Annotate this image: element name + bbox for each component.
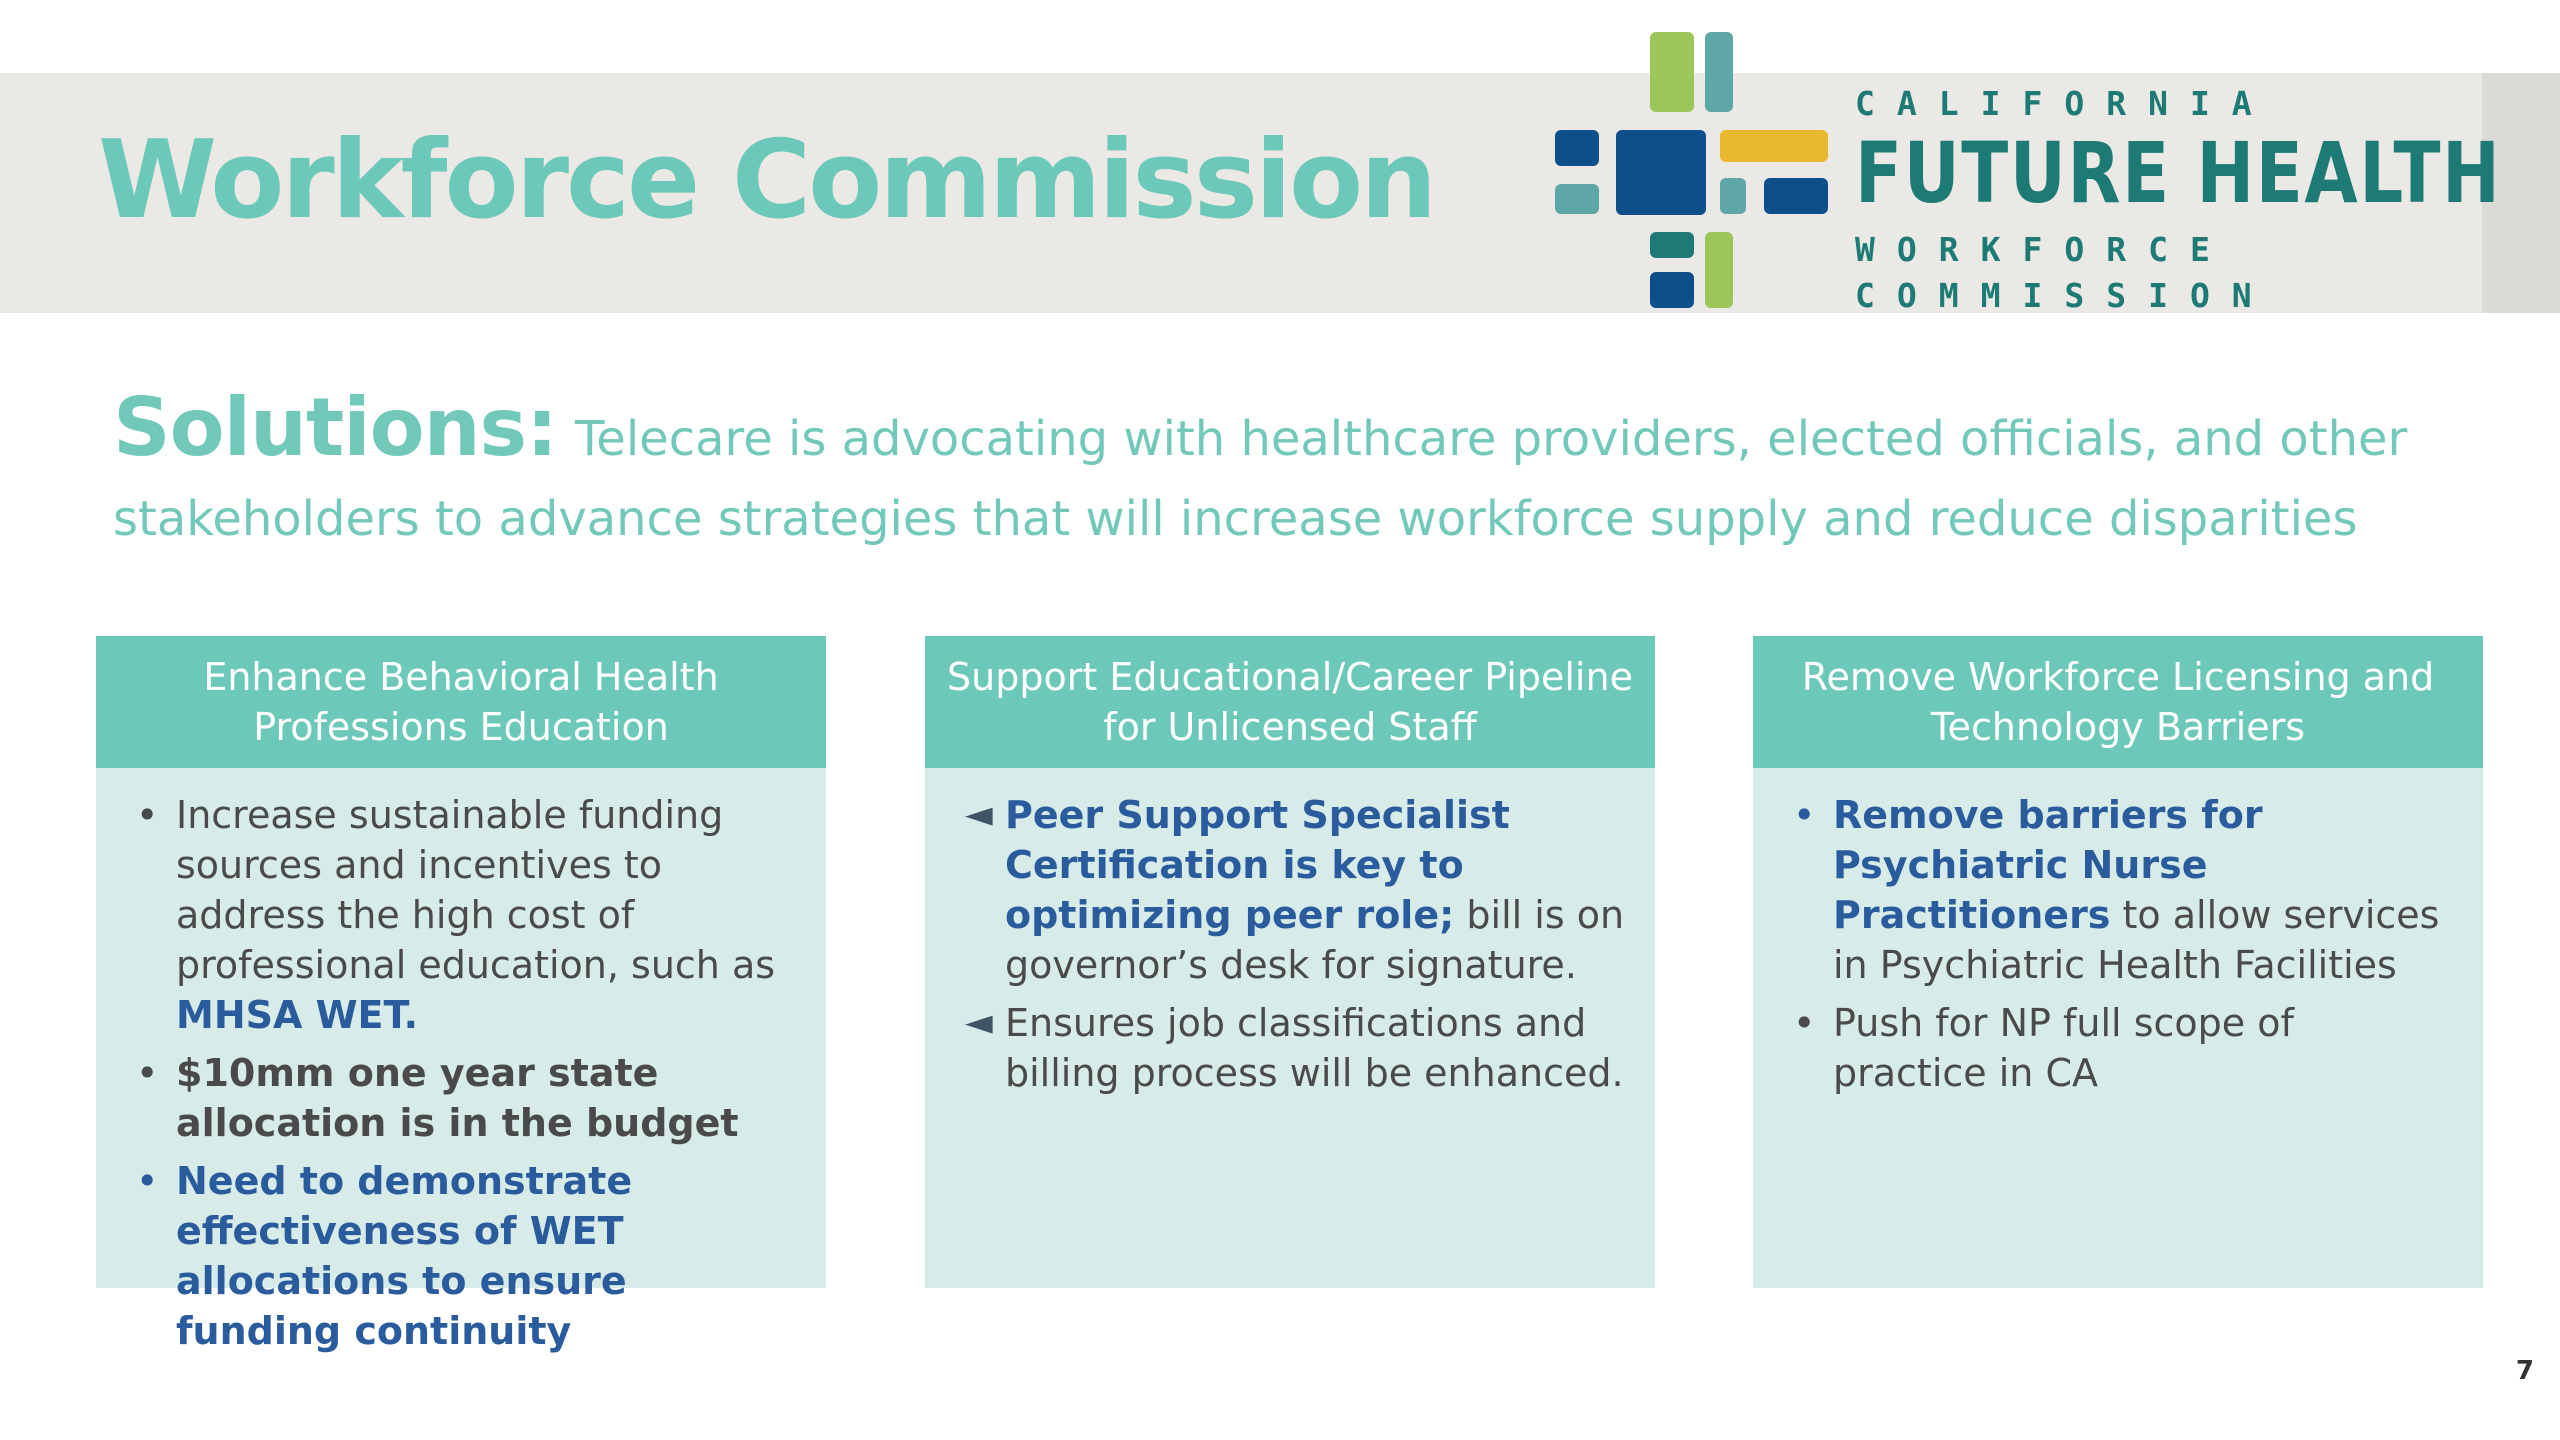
- list-item: • Remove barriers for Psychiatric Nurse Practitioners to allow services in Psychiatric Health Facilities: [1793, 790, 2453, 990]
- bullet-dot-icon: [1793, 790, 1815, 840]
- page-title: Workforce Commission: [98, 118, 1435, 243]
- card-body: [1753, 768, 2483, 1098]
- card-title: Remove Workforce Licensing and Technology Barriers: [1753, 636, 2483, 768]
- arrow-left-icon: ◄: [965, 794, 993, 835]
- arrow-left-icon: ◄: [965, 1002, 993, 1043]
- logo-line-future-health: FUTURE HEALTH: [1855, 124, 2502, 222]
- bullet-dot-icon: [1793, 998, 1815, 1048]
- list-item: • $10mm one year state allocation is in the budget: [136, 1048, 796, 1148]
- card-title: Enhance Behavioral Health Professions Education: [96, 636, 826, 768]
- card-body: [925, 768, 1655, 1098]
- solutions-label: Solutions:: [113, 381, 558, 474]
- card-title: Support Educational/Career Pipeline for Unlicensed Staff: [925, 636, 1655, 768]
- card-licensing-barriers: [1753, 636, 2483, 1288]
- list-item: ◄ Ensures job classifications and billing process will be enhanced.: [965, 998, 1625, 1098]
- solutions-text: Telecare is advocating with healthcare providers, elected officials, and other stakeholders to advance strategies that will increase workforce supply and reduce disparities: [113, 411, 2408, 547]
- bullet-dot-icon: [136, 1156, 158, 1206]
- logo-line-workforce: WORKFORCE: [1855, 230, 2232, 269]
- list-item: • Push for NP full scope of practice in CA: [1793, 998, 2453, 1098]
- list-item: • Increase sustainable funding sources and incentives to address the high cost of professional education, such as MHSA WET.: [136, 790, 796, 1040]
- logo-line-california: CALIFORNIA: [1855, 84, 2274, 123]
- logo-wordmark: [1855, 80, 2502, 320]
- page-number: 7: [2515, 1356, 2534, 1386]
- bullet-dot-icon: [136, 790, 158, 840]
- bullet-dot-icon: [136, 1048, 158, 1098]
- card-career-pipeline: [925, 636, 1655, 1288]
- logo-line-commission: COMMISSION: [1855, 276, 2274, 315]
- card-body: [96, 768, 826, 1356]
- card-behavioral-health-education: [96, 636, 826, 1353]
- list-item: • Need to demonstrate effectiveness of WET allocations to ensure funding continuity: [136, 1156, 796, 1356]
- solutions-statement: [113, 381, 2483, 559]
- cross-logo-icon: [1550, 32, 1835, 312]
- list-item: ◄ Peer Support Specialist Certification is key to optimizing peer role; bill is on governor’s desk for signature.: [965, 790, 1625, 990]
